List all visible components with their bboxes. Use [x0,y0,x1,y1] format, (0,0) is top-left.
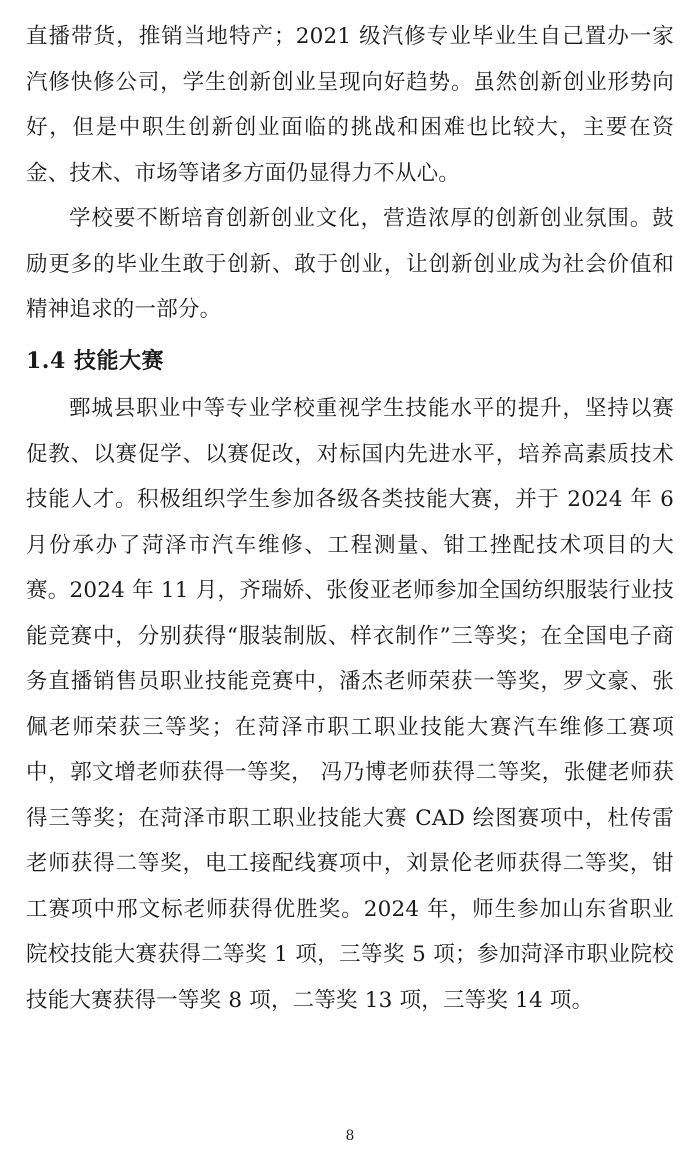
paragraph-continuation: 直播带货，推销当地特产；2021 级汽修专业毕业生自己置办一家汽修快修公司，学生创新创业呈现向好趋势。虽然创新创业形势向好，但是中职生创新创业面临的挑战和困难也比较大，主要在资金、技术、市场等诸多方面仍显得力不从心。 [26,24,674,186]
section-heading [26,339,674,385]
page-number: 8 [345,1128,355,1144]
paragraph-culture: 学校要不断培育创新创业文化，营造浓厚的创新创业氛围。鼓励更多的毕业生敢于创新、敢于创业，让创新创业成为社会价值和精神追求的一部分。 [26,206,674,322]
section-heading-title: 技能大赛 [73,348,164,374]
paragraph-skills-competition: 鄄城县职业中等专业学校重视学生技能水平的提升，坚持以赛促教、以赛促学、以赛促改，对标国内先进水平，培养高素质技术技能人才。积极组织学生参加各级各类技能大赛，并于 2024 年 6 月份承办了菏泽市汽车维修、工程测量、钳工挫配技术项目的大赛。2024 年 11 月，齐瑞娇、张俊亚老师参加全国纺织服装行业技能竞赛中，分别获得“服装制版、样衣制作”三等奖；在全国电子商务直播销售员职业技能竞赛中，潘杰老师荣获一等奖，罗文豪、张佩老师荣获三等奖；在菏泽市职工职业技能大赛汽车维修工赛项中，郭文增老师获得一等奖， 冯乃博老师获得二等奖，张健老师获得三等奖；在菏泽市职工职业技能大赛 CAD 绘图赛项中，杜传雷老师获得二等奖，电工接配线赛项中，刘景伦老师获得二等奖，钳工赛项中邢文标老师获得优胜奖。2024 年，师生参加山东省职业院校技能大赛获得二等奖 1 项，三等奖 5 项；参加菏泽市职业院校技能大赛获得一等奖 8 项，二等奖 13 项，三等奖 14 项。 [26,396,674,1013]
document-body [26,14,674,1023]
section-heading-number: 1.4 [26,347,66,374]
